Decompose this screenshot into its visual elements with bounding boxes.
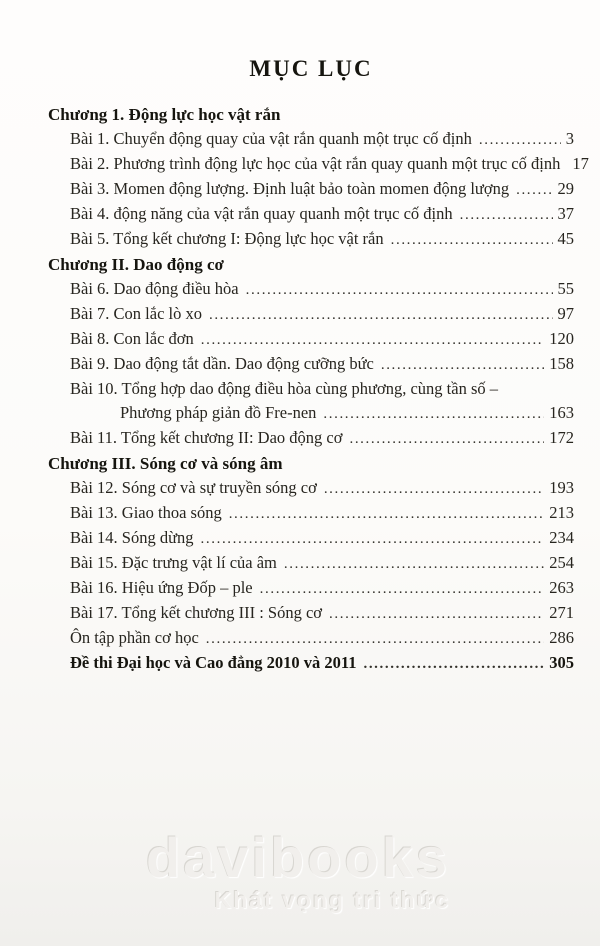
toc-entry-label: Bài 2. Phương trình động lực học của vật rắn quay quanh một trục cố định [70,154,561,173]
toc-entry [48,526,574,551]
toc-entry [48,277,574,302]
toc-entry [48,152,589,177]
toc-entry [48,476,574,501]
dot-leader [201,327,545,352]
toc-entry-page: 305 [549,653,574,672]
toc-entry [48,551,574,576]
page-title: MỤC LỤC [249,56,373,81]
toc-entry-label: Bài 8. Con lắc đơn [70,329,194,348]
toc-entry-label: Bài 6. Dao động điều hòa [70,279,239,298]
toc-section-heading: Chương III. Sóng cơ và sóng âm [48,454,283,473]
toc-entry-label: Bài 5. Tổng kết chương I: Động lực học vật rắn [70,229,384,248]
toc-entry-label: Bài 10. Tổng hợp dao động điều hòa cùng phương, cùng tần số – [70,379,498,398]
dot-leader [260,576,545,601]
table-of-contents [48,56,589,676]
toc-entry-page: 271 [549,603,574,622]
toc-entry-continuation [48,401,574,426]
dot-leader [323,401,544,426]
toc-entry [48,576,574,601]
toc-entry-page: 172 [549,428,574,447]
toc-entry-label: Bài 14. Sóng dừng [70,528,194,547]
toc-entry [48,227,574,252]
toc-entry [48,302,574,327]
toc-section-heading: Chương II. Dao động cơ [48,255,224,274]
toc-entry-label: Bài 15. Đặc trưng vật lí của âm [70,553,277,572]
dot-leader [363,651,544,676]
toc-entry-page: 286 [549,628,574,647]
toc-entry-label: Bài 17. Tổng kết chương III : Sóng cơ [70,603,323,622]
dot-leader [391,227,553,252]
toc-entry [48,177,574,202]
toc-entry-page: 213 [549,503,574,522]
toc-entry-label: Phương pháp giản đồ Fre-nen [120,403,317,422]
toc-entry-label: Bài 12. Sóng cơ và sự truyền sóng cơ [70,478,317,497]
toc-entry-label: Bài 9. Dao động tắt dần. Dao động cưỡng bức [70,354,374,373]
toc-entry-label: Bài 1. Chuyển động quay của vật rắn quanh một trục cố định [70,129,472,148]
dot-leader [209,302,553,327]
dot-leader [460,202,553,227]
watermark-tagline: Khát vọng tri thức [214,887,450,913]
toc-entry-label: Đề thi Đại học và Cao đẳng 2010 và 2011 [70,653,357,672]
dot-leader [479,127,561,152]
dot-leader [246,277,553,302]
toc-entry-page: 158 [549,354,574,373]
toc-section-heading: Chương 1. Động lực học vật rắn [48,105,281,124]
toc-entry-page: 17 [572,154,589,173]
toc-entry-page: 193 [549,478,574,497]
toc-entry [48,626,574,651]
toc-entry [48,377,574,401]
toc-entry [48,127,574,152]
toc-entry-exam [48,651,574,676]
toc-entry-page: 254 [549,553,574,572]
toc-entry [48,426,574,451]
watermark [146,826,450,914]
dot-leader [516,177,552,202]
dot-leader [284,551,544,576]
toc-entry [48,202,574,227]
toc-entry-page: 234 [549,528,574,547]
toc-entry-page: 97 [557,304,574,323]
dot-leader [229,501,545,526]
toc-entry-label: Ôn tập phần cơ học [70,628,199,647]
toc-entry-page: 37 [557,204,574,223]
toc-entry-label: Bài 4. động năng của vật rắn quay quanh một trục cố định [70,204,453,223]
toc-entry-label: Bài 16. Hiệu ứng Đốp – ple [70,578,253,597]
dot-leader [381,352,544,377]
toc-entry-label: Bài 11. Tổng kết chương II: Dao động cơ [70,428,343,447]
toc-entry-label: Bài 13. Giao thoa sóng [70,503,222,522]
dot-leader [349,426,544,451]
toc-entry-page: 120 [549,329,574,348]
toc-entry-page: 45 [557,229,574,248]
toc-entry-page: 263 [549,578,574,597]
toc-entry-page: 29 [557,179,574,198]
dot-leader [329,601,544,626]
toc-entry [48,352,574,377]
watermark-brand: davibooks [146,826,450,889]
dot-leader [206,626,544,651]
toc-entry-page: 55 [557,279,574,298]
dot-leader [324,476,544,501]
toc-entry-page: 163 [549,403,574,422]
toc-entry [48,327,574,352]
toc-entry-label: Bài 7. Con lắc lò xo [70,304,202,323]
toc-entry-page: 3 [565,129,574,148]
dot-leader [201,526,545,551]
toc-entry [48,601,574,626]
toc-entry-label: Bài 3. Momen động lượng. Định luật bảo toàn momen động lượng [70,179,510,198]
toc-entry [48,501,574,526]
